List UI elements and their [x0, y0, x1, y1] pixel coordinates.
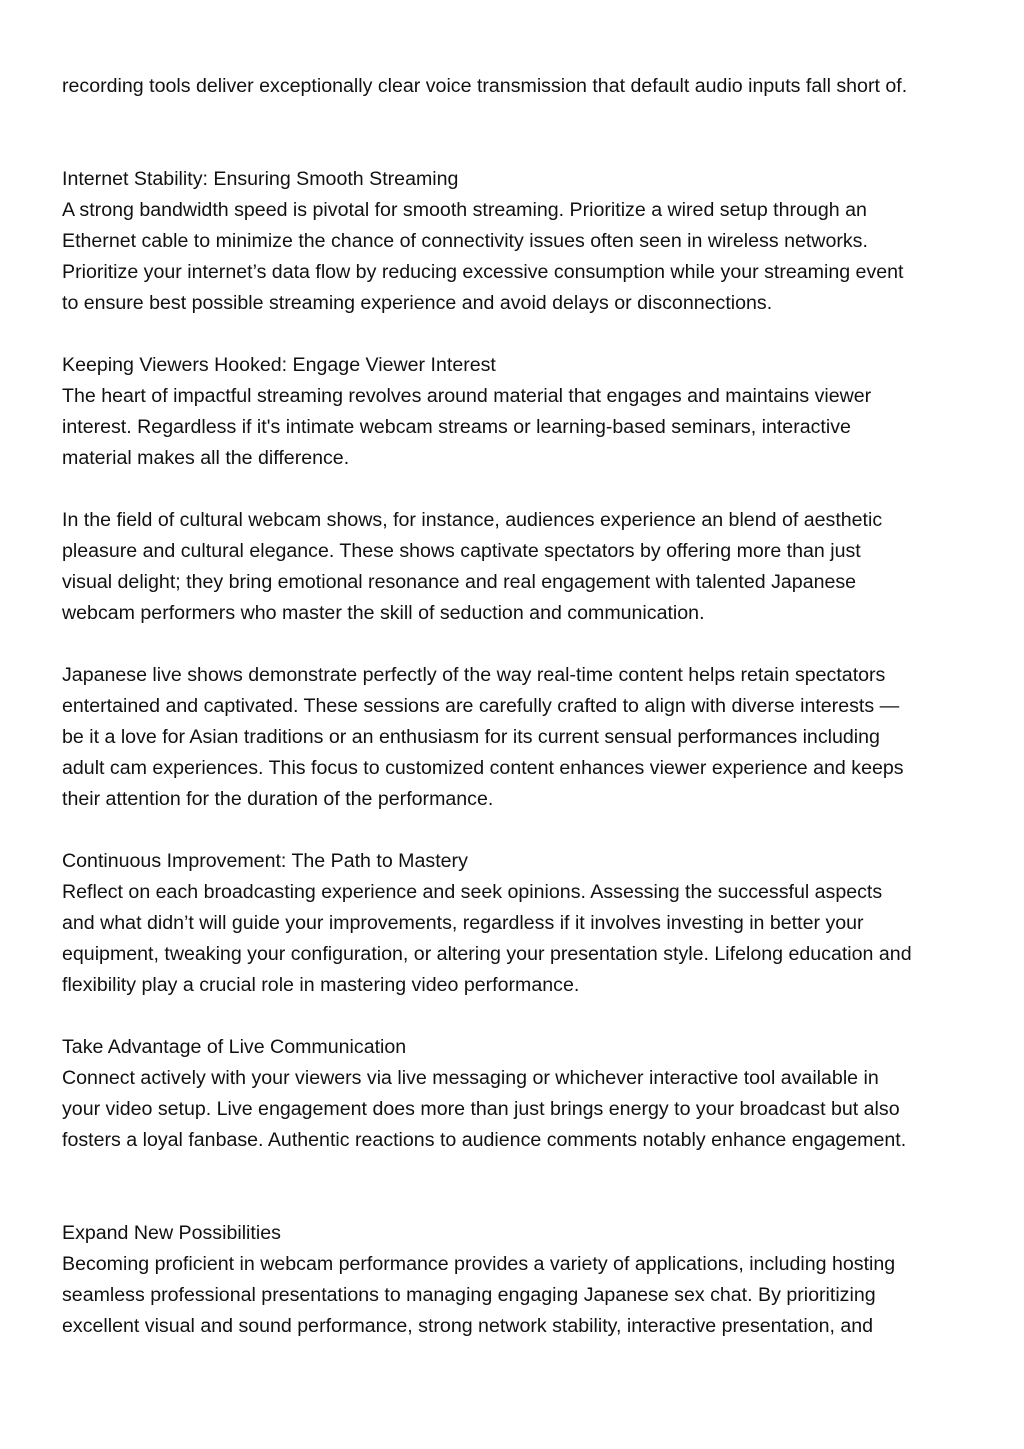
paragraph-line: Becoming proficient in webcam performance provides a variety of applications, including hosting: [62, 1253, 896, 1275]
section-heading: Internet Stability: Ensuring Smooth Streaming: [62, 168, 459, 190]
paragraph-line: Connect actively with your viewers via live messaging or whichever interactive tool available in: [62, 1067, 879, 1089]
paragraph-line: equipment, tweaking your configuration, or altering your presentation style. Lifelong education and: [62, 943, 912, 965]
intro-paragraph: [62, 71, 972, 102]
paragraph-line: visual delight; they bring emotional resonance and real engagement with talented Japanese: [62, 571, 857, 593]
paragraph-japanese-live-shows: [62, 660, 972, 815]
paragraph-line: excellent visual and sound performance, strong network stability, interactive presentation, and: [62, 1315, 874, 1337]
paragraph-line: A strong bandwidth speed is pivotal for smooth streaming. Prioritize a wired setup through an: [62, 199, 867, 221]
paragraph-line: In the field of cultural webcam shows, for instance, audiences experience an blend of aesthetic: [62, 509, 883, 531]
section-continuous-improvement: [62, 846, 972, 1001]
paragraph-line: to ensure best possible streaming experience and avoid delays or disconnections.: [62, 292, 773, 314]
paragraph-line: pleasure and cultural elegance. These shows captivate spectators by offering more than just: [62, 540, 861, 562]
paragraph-line: adult cam experiences. This focus to customized content enhances viewer experience and keeps: [62, 757, 904, 779]
paragraph-line: their attention for the duration of the performance.: [62, 788, 494, 810]
section-expand-possibilities: [62, 1218, 972, 1342]
section-internet-stability: [62, 164, 972, 319]
paragraph-line: Prioritize your internet’s data flow by reducing excessive consumption while your streaming event: [62, 261, 904, 283]
paragraph-line: be it a love for Asian traditions or an enthusiasm for its current sensual performances including: [62, 726, 880, 748]
paragraph-line: flexibility play a crucial role in mastering video performance.: [62, 974, 580, 996]
section-keeping-viewers-hooked: [62, 350, 972, 474]
paragraph-line: Japanese live shows demonstrate perfectly of the way real-time content helps retain spectators: [62, 664, 886, 686]
paragraph-line: recording tools deliver exceptionally clear voice transmission that default audio inputs fall short of.: [62, 75, 908, 97]
paragraph-line: entertained and captivated. These sessions are carefully crafted to align with diverse interests —: [62, 695, 900, 717]
section-heading: Keeping Viewers Hooked: Engage Viewer Interest: [62, 354, 496, 376]
paragraph-line: The heart of impactful streaming revolves around material that engages and maintains viewer: [62, 385, 872, 407]
document-page: [62, 71, 972, 1342]
paragraph-cultural-webcam: [62, 505, 972, 629]
section-heading: Expand New Possibilities: [62, 1222, 281, 1244]
paragraph-line: Ethernet cable to minimize the chance of connectivity issues often seen in wireless networks.: [62, 230, 868, 252]
section-heading: Continuous Improvement: The Path to Mastery: [62, 850, 468, 872]
section-live-communication: [62, 1032, 972, 1156]
paragraph-line: Reflect on each broadcasting experience and seek opinions. Assessing the successful aspects: [62, 881, 883, 903]
paragraph-line: and what didn’t will guide your improvements, regardless if it involves investing in better your: [62, 912, 864, 934]
paragraph-line: webcam performers who master the skill of seduction and communication.: [62, 602, 705, 624]
paragraph-line: interest. Regardless if it's intimate webcam streams or learning-based seminars, interactive: [62, 416, 851, 438]
paragraph-line: fosters a loyal fanbase. Authentic reactions to audience comments notably enhance engagement.: [62, 1129, 907, 1151]
paragraph-line: seamless professional presentations to managing engaging Japanese sex chat. By prioritizing: [62, 1284, 876, 1306]
paragraph-line: material makes all the difference.: [62, 447, 350, 469]
paragraph-line: your video setup. Live engagement does more than just brings energy to your broadcast but also: [62, 1098, 900, 1120]
section-heading: Take Advantage of Live Communication: [62, 1036, 407, 1058]
